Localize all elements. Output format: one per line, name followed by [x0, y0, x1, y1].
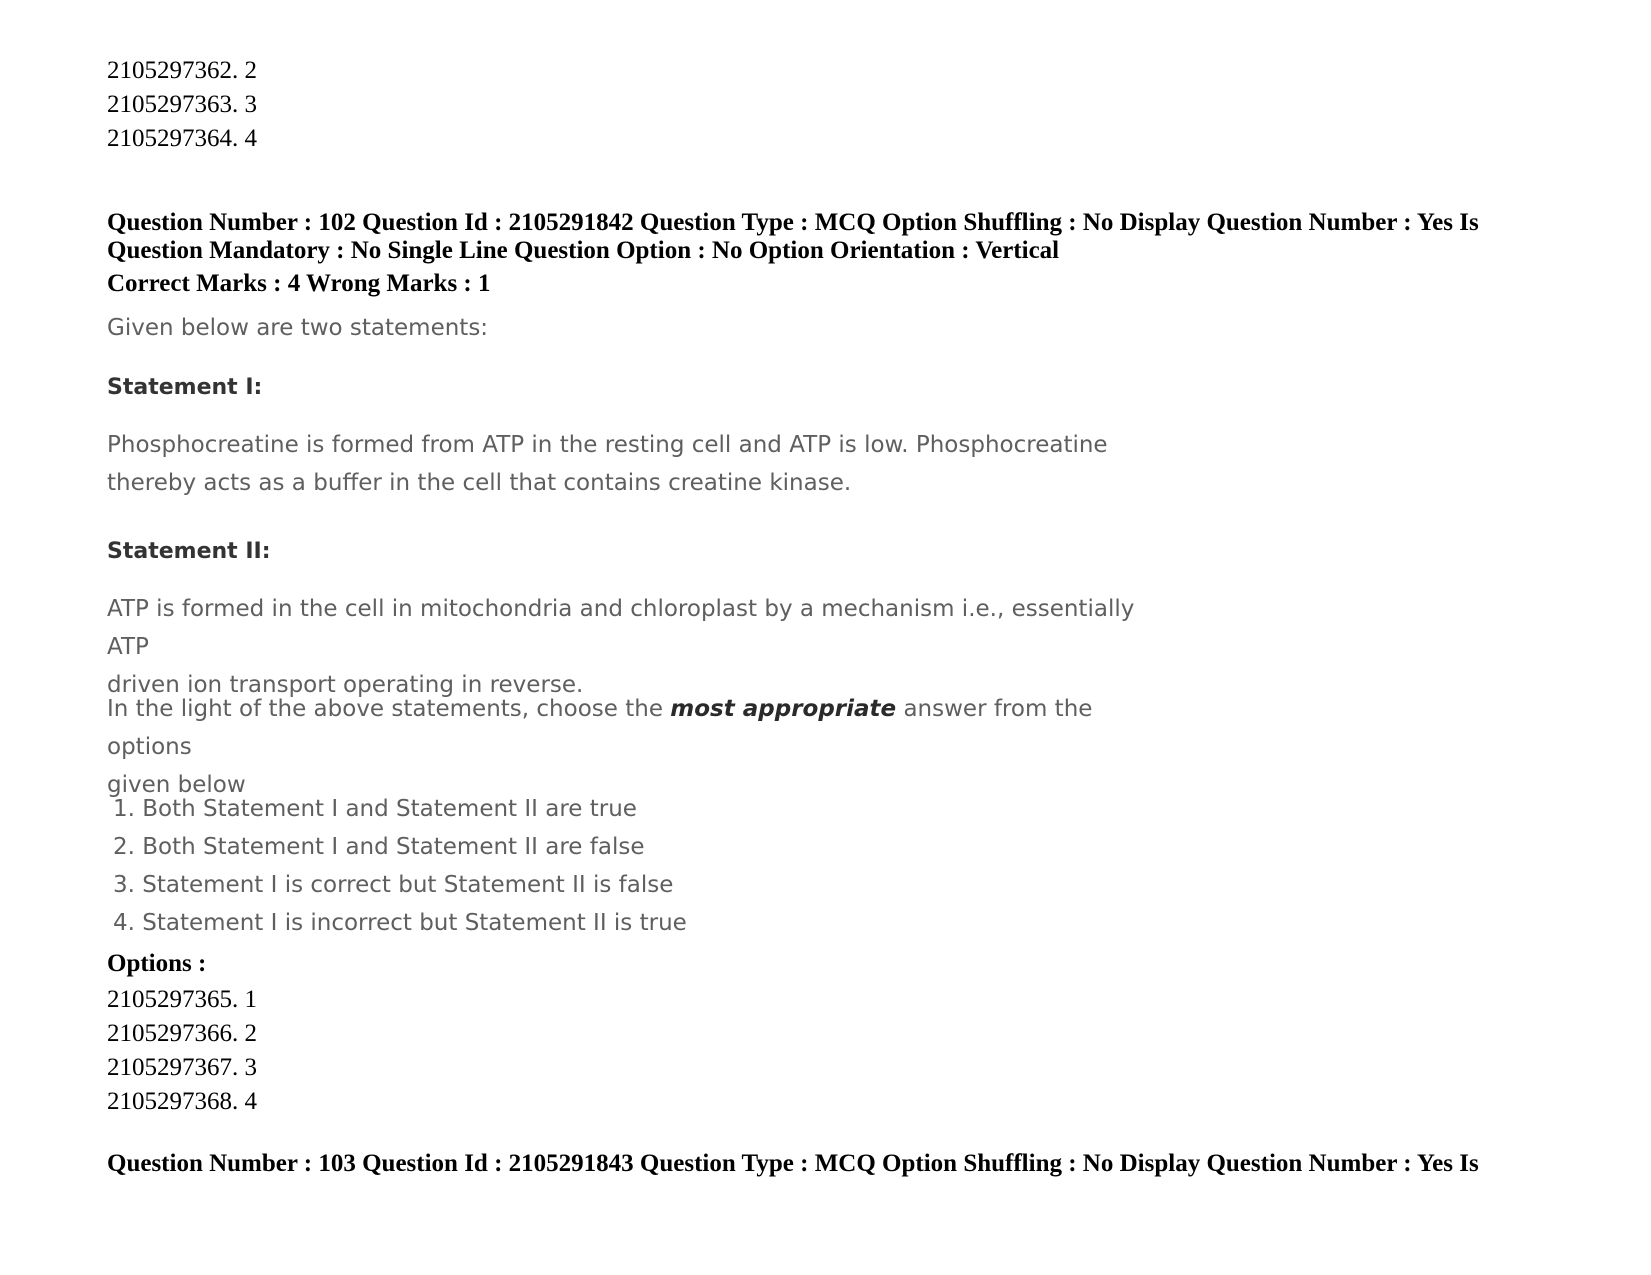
option-id: 2105297364. 4 — [107, 125, 257, 152]
question-marks: Correct Marks : 4 Wrong Marks : 1 — [107, 270, 491, 297]
question-instruction — [107, 690, 1167, 804]
option-id: 2105297368. 4 — [107, 1088, 257, 1115]
instruction-text: answer from the options — [107, 696, 1093, 760]
answer-choice: 3. Statement I is correct but Statement II is false — [113, 872, 674, 898]
statement-line: ATP is formed in the cell in mitochondria and chloroplast by a mechanism i.e., essentially ATP — [107, 596, 1135, 660]
options-heading: Options : — [107, 950, 207, 977]
answer-choice: 4. Statement I is incorrect but Statement II is true — [113, 910, 687, 936]
instruction-emphasis: most appropriate — [670, 696, 897, 722]
statement-1-text — [107, 426, 1167, 502]
question-meta-line: Question Mandatory : No Single Line Question Option : No Option Orientation : Vertical — [107, 237, 1060, 264]
statement-1-heading: Statement I: — [107, 375, 263, 400]
statement-line: driven ion transport operating in reverse. — [107, 672, 584, 698]
statement-2-heading: Statement II: — [107, 539, 271, 564]
answer-choice: 1. Both Statement I and Statement II are true — [113, 796, 637, 822]
option-id: 2105297365. 1 — [107, 986, 257, 1013]
question-meta — [107, 209, 1527, 265]
instruction-line: given below — [107, 772, 246, 798]
question-intro: Given below are two statements: — [107, 315, 489, 341]
next-question-meta: Question Number : 103 Question Id : 2105291843 Question Type : MCQ Option Shuffling : No Display Question Number : Yes Is — [107, 1150, 1479, 1177]
instruction-text: In the light of the above statements, choose the — [107, 696, 671, 722]
statement-2-text — [107, 590, 1167, 704]
options-list — [107, 983, 257, 1119]
question-meta-line: Question Number : 102 Question Id : 2105291842 Question Type : MCQ Option Shuffling : No Display Question Number : Yes Is — [107, 209, 1479, 236]
instruction-line — [107, 690, 1167, 766]
option-id: 2105297367. 3 — [107, 1054, 257, 1081]
statement-line: thereby acts as a buffer in the cell that contains creatine kinase. — [107, 470, 852, 496]
answer-choice: 2. Both Statement I and Statement II are false — [113, 834, 645, 860]
previous-options-list — [107, 54, 257, 156]
option-id: 2105297362. 2 — [107, 57, 257, 84]
answer-choices — [107, 790, 687, 942]
option-id: 2105297363. 3 — [107, 91, 257, 118]
option-id: 2105297366. 2 — [107, 1020, 257, 1047]
statement-line: Phosphocreatine is formed from ATP in the resting cell and ATP is low. Phosphocreatine — [107, 432, 1108, 458]
